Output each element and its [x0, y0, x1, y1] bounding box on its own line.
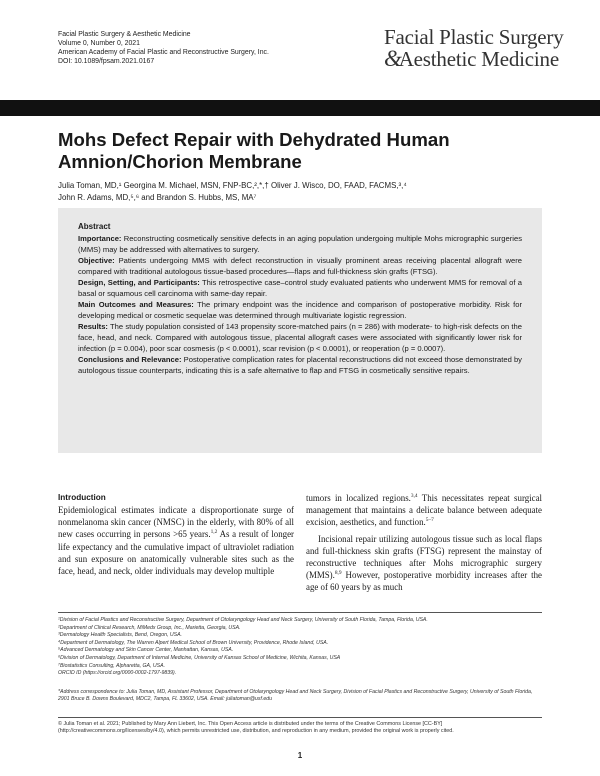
design-text: This retrospective case–control study evaluated patients who underwent MMS for removal of a basal or squamous cell carcinoma with same-day repair. [78, 278, 522, 298]
intro-text: Epidemiological estimates indicate a disproportionate surge of nonmelanoma skin cancer (NMSC) in the elderly, with 80% of all new cases occurring in persons >65 years. [58, 505, 294, 540]
orcid-note: ORCID ID (https://orcid.org/0000-0002-1797-9839). [58, 670, 177, 677]
importance-text: Reconstructing cosmetically sensitive defects in an aging population undergoing multiple Mohs micrographic surgeries (MMS) may be addressed with alternatives to surgery. [78, 234, 522, 254]
logo-line-1: Facial Plastic Surgery [384, 25, 564, 49]
license-divider [58, 717, 542, 718]
conclusions-label: Conclusions and Relevance: [78, 355, 182, 364]
outcomes-text: The primary endpoint was the incidence and comparison of postoperative morbidity. Risk for developing medical or cosmetic sequelae was determined through multivariate logistic regression. [78, 300, 522, 320]
logo-ampersand: & [384, 46, 402, 71]
journal-logo [384, 26, 584, 70]
correspondence-note: *Address correspondence to: Julia Toman, MD, Assistant Professor, Department of Otolaryngology Head and Neck Surgery, Division of Facial Plastics and Reconstructive Surgery, University of South Florida, 2901 Bruce B. Downs Boulevard, MDC2, Tampa, FL 33602, USA. Email: juliatoman@usf.edu [58, 689, 533, 703]
footnote-divider [58, 612, 542, 613]
volume-issue: Volume 0, Number 0, 2021 [58, 40, 140, 48]
intro-text-cont: As a result of longer life expectancy and the cumulative impact of ultraviolet radiation and sun exposure on anatomically vulnerable sites such as the face, head, and neck, older individuals may develop multiple [58, 529, 294, 577]
affiliations [58, 617, 542, 678]
intro-paragraph-1 [58, 504, 294, 577]
abstract-conclusions [78, 354, 522, 376]
citation: 8,9 [334, 570, 342, 577]
abstract-heading: Abstract [78, 222, 111, 231]
abstract-importance [78, 233, 522, 255]
affiliation-6: ⁶Division of Dermatology, Department of Internal Medicine, University of Kansas School of Medicine, Wichita, Kansas, USA [58, 654, 341, 661]
body-column-left [58, 492, 294, 577]
authors-line-1: Julia Toman, MD,¹ Georgina M. Michael, MSN, FNP-BC,²,*,† Oliver J. Wisco, DO, FAAD, FACMS,³,⁴ [58, 181, 407, 190]
journal-name: Facial Plastic Surgery & Aesthetic Medicine [58, 31, 191, 38]
header-bar [0, 100, 600, 116]
abstract-objective [78, 255, 522, 277]
affiliation-3: ³Dermatology Health Specialists, Bend, Oregon, USA. [58, 632, 182, 639]
affiliation-7: ⁷Biostatistics Consulting, Alpharetta, GA, USA. [58, 662, 166, 669]
journal-metadata [58, 30, 348, 66]
outcomes-label: Main Outcomes and Measures: [78, 300, 194, 309]
abstract-outcomes [78, 299, 522, 321]
logo-line-2 [384, 48, 584, 70]
article-title: Mohs Defect Repair with Dehydrated Human Amnion/Chorion Membrane [58, 129, 450, 172]
introduction-heading: Introduction [58, 493, 106, 502]
results-label: Results: [78, 322, 108, 331]
intro-paragraph-1-cont [306, 492, 542, 529]
body-column-right [306, 492, 542, 594]
intro-paragraph-2 [306, 533, 542, 594]
importance-label: Importance: [78, 234, 122, 243]
col2-para2-text-cont: However, postoperative morbidity increases after the age of 60 years by as much [306, 570, 542, 593]
affiliation-1: ¹Division of Facial Plastics and Reconstructive Surgery, Department of Otolaryngology Head and Neck Surgery, University of South Florida, Tampa, Florida, USA. [58, 617, 428, 623]
citation: 3,4 [410, 493, 418, 500]
objective-label: Objective: [78, 256, 115, 265]
col2-para2-text: Incisional repair utilizing autologous tissue such as local flaps and full-thickness skin grafts (FTSG) represent the mainstay of reconstructive techniques after Mohs micrographic surgery (MMS). [306, 533, 542, 581]
affiliation-5: ⁵Advanced Dermatology and Skin Cancer Center, Manhattan, Kansas, USA. [58, 647, 234, 654]
abstract-box [58, 208, 542, 453]
authors-line-2: John R. Adams, MD,⁵,⁶ and Brandon S. Hubbs, MS, MA⁷ [58, 192, 257, 202]
abstract-design [78, 277, 522, 299]
affiliation-2: ²Department of Clinical Research, MiMedx Group, Inc., Marietta, Georgia, USA. [58, 624, 241, 631]
col2-text: tumors in localized regions. [306, 493, 411, 503]
affiliation-4: ⁴Department of Dermatology, The Warren Alpert Medical School of Brown University, Providence, Rhode Island, USA. [58, 639, 329, 646]
abstract-results [78, 321, 522, 354]
logo-line-2-text: Aesthetic Medicine [398, 47, 559, 71]
citation: 5–7 [425, 517, 434, 524]
citation: 1,2 [210, 529, 218, 536]
design-label: Design, Setting, and Participants: [78, 278, 200, 287]
author-list [58, 180, 538, 203]
results-text: The study population consisted of 143 propensity score-matched pairs (n = 286) with moderate- to high-risk defects on the face, head, and neck. Compared with autologous tissue, placental allograft cases were associated with significantly lower risk for infection (p = 0.004), poor scar cosmesis (p < 0.0001), scar revision (p < 0.0001), or reoperation (p = 0.0007). [78, 322, 522, 353]
license-note: © Julia Toman et al. 2021; Published by Mary Ann Liebert, Inc. This Open Access article is distributed under the terms of the Creative Commons License [CC-BY] (http://creativecommons.org/licenses/by/4.0), which permits unrestricted use, distribution, and reproduction in any medium, provided the original work is properly cited. [58, 721, 454, 735]
publisher: American Academy of Facial Plastic and Reconstructive Surgery, Inc. [58, 49, 269, 57]
col2-text-cont: This necessitates repeat surgical management that maintains a delicate balance between adequate excision, aesthetics, and function. [306, 493, 542, 528]
page-number: 1 [297, 751, 303, 760]
objective-text: Patients undergoing MMS with defect reconstruction in visually prominent areas receiving placental allograft were compared with traditional autologous tissue-based procedures—flaps and full-thickness skin grafts (FTSG). [78, 256, 522, 276]
doi: DOI: 10.1089/fpsam.2021.0167 [58, 58, 155, 66]
conclusions-text: Postoperative complication rates for placental reconstructions did not exceed those demonstrated by autologous tissue counterparts, indicating this is a safe alternative to flap and FTSG in cosmetically sensitive repairs. [78, 355, 522, 375]
